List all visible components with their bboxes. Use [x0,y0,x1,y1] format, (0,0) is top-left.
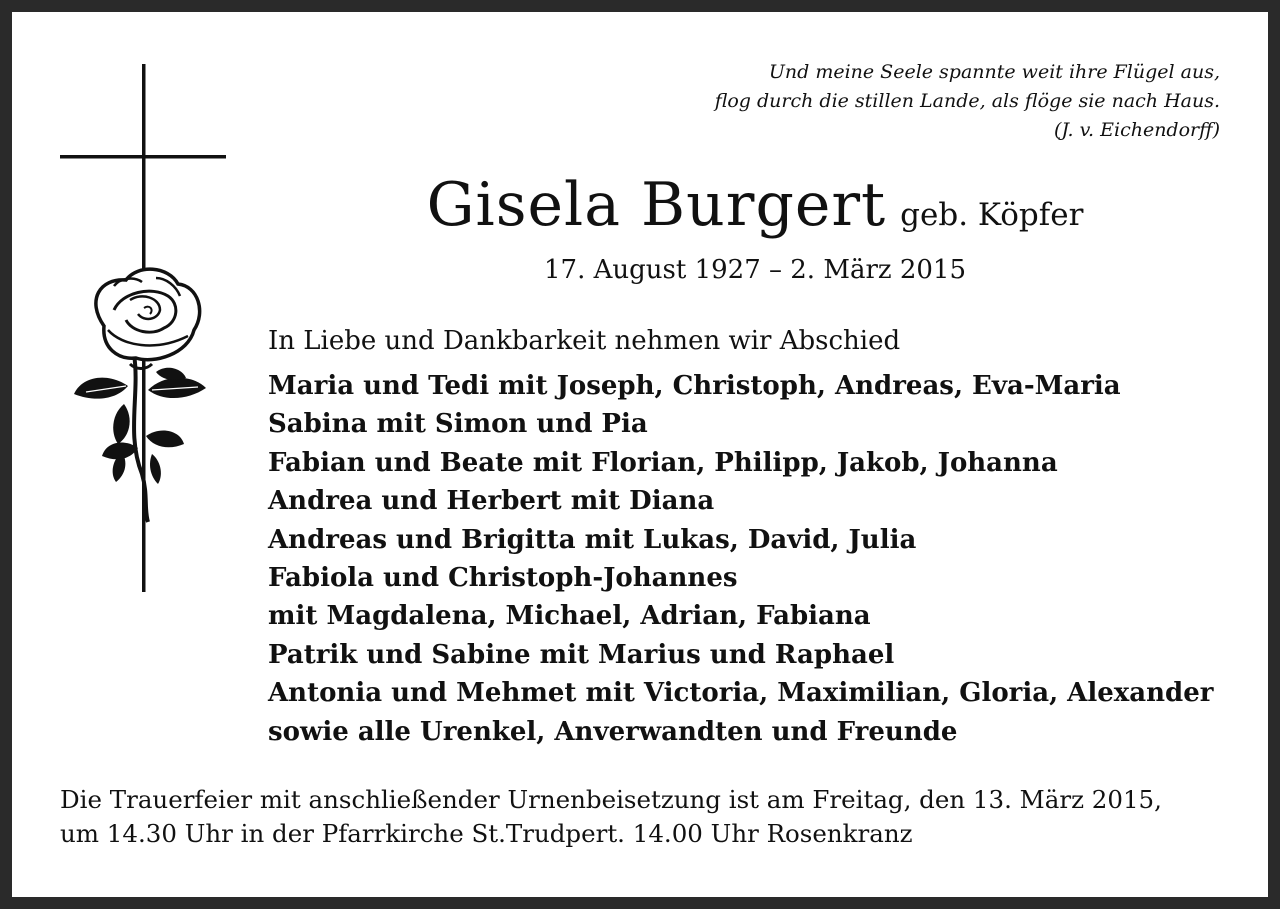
mourner-line: Fabiola und Christoph-Johannes [268,562,738,593]
rose-icon [74,269,206,522]
cross-with-rose [56,64,236,604]
quote-block [715,58,1220,145]
quote-author: (J. v. Eichendorff) [1053,119,1220,141]
mourner-line: Maria und Tedi mit Joseph, Christoph, Andreas, Eva-Maria [268,371,1121,401]
mourner-line: Andrea und Herbert mit Diana [268,486,715,517]
service-info [60,783,1162,851]
mourners-list [268,367,1213,751]
mourner-line: Fabian und Beate mit Florian, Philipp, Jakob, Johanna [268,447,1058,478]
service-line: Die Trauerfeier mit anschließender Urnenbeisetzung ist am Freitag, den 13. März 2015, [60,785,1162,814]
cross-icon [56,64,236,604]
mourner-line: Antonia und Mehmet mit Victoria, Maximilian, Gloria, Alexander [268,678,1214,709]
obituary-notice [12,12,1268,897]
quote-line: Und meine Seele spannte weit ihre Flügel aus, [768,61,1220,83]
mourner-line: sowie alle Urenkel, Anverwandten und Freunde [268,716,958,747]
life-dates: 17. August 1927 – 2. März 2015 [543,255,967,285]
deceased-name-line [12,170,1268,240]
deceased-name: Gisela Burgert [426,170,887,240]
mourner-line: Sabina mit Simon und Pia [268,409,648,440]
farewell-line: In Liebe und Dankbarkeit nehmen wir Abschied [268,326,901,356]
maiden-name: geb. Köpfer [900,197,1084,233]
mourner-line: mit Magdalena, Michael, Adrian, Fabiana [268,601,871,632]
mourner-line: Patrik und Sabine mit Marius und Raphael [268,639,895,670]
quote-line: flog durch die stillen Lande, als flöge sie nach Haus. [714,90,1220,112]
service-line: um 14.30 Uhr in der Pfarrkirche St.Trudpert. 14.00 Uhr Rosenkranz [60,819,913,848]
mourner-line: Andreas und Brigitta mit Lukas, David, Julia [268,524,917,555]
